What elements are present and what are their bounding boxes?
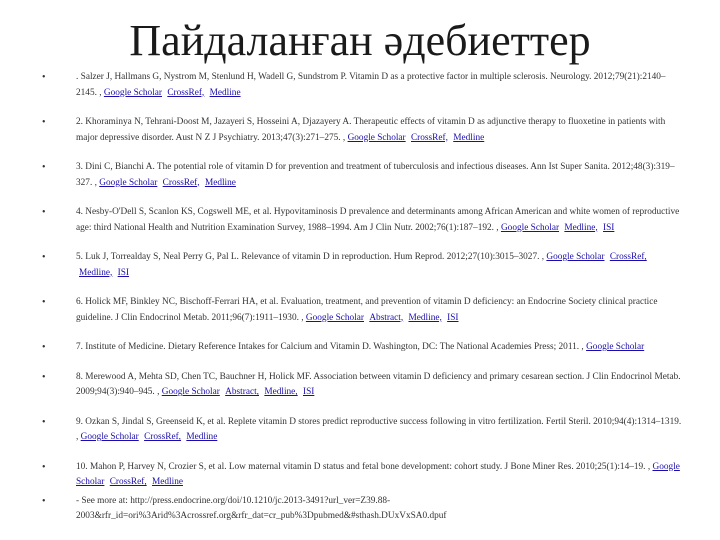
crossref-link[interactable]: CrossRef, (410, 132, 448, 143)
googlescholar-link[interactable]: Google Scholar (103, 87, 162, 98)
medline-link[interactable]: Medline (186, 432, 218, 442)
crossref-link[interactable]: CrossRef, (162, 177, 200, 188)
reference-item (42, 494, 682, 525)
googlescholar-link[interactable]: Google Scholar (76, 461, 680, 487)
abstract-link[interactable]: Abstract, (369, 312, 404, 323)
crossref-link[interactable]: CrossRef, (109, 477, 147, 487)
reference-list (42, 70, 682, 525)
reference-item (42, 295, 682, 326)
reference-item (42, 370, 682, 401)
googlescholar-link[interactable]: Google Scholar (586, 342, 645, 352)
googlescholar-link[interactable]: Google Scholar (99, 177, 158, 188)
isi-link[interactable]: ISI (302, 387, 315, 397)
googlescholar-link[interactable]: Google Scholar (500, 222, 560, 233)
medline-link[interactable]: Medline (453, 132, 485, 143)
reference-text: - See more at: http://press.endocrine.org/doi/10.1210/jc.2013-3491?url_ver=Z39.88-2003&rfr_id=ori%3Arid%3Acrossref.org&rfr_dat=cr_pub%3Dpubmed&#sthash.DUxVxSA0.dpuf (76, 495, 447, 521)
isi-link[interactable]: ISI (603, 222, 615, 233)
reference-text: 10. Mahon P, Harvey N, Crozier S, et al. Low maternal vitamin D status and fetal bone development: cohort study. J Bone Miner Res. 2010;25(1):14–19. , (76, 461, 651, 472)
reference-item (42, 460, 682, 491)
reference-text: 6. Holick MF, Binkley NC, Bischoff-Ferrari HA, et al. Evaluation, treatment, and prevention of vitamin D deficiency: an Endocrine Society clinical practice guideline. J Clin Endocrinol Metab. 2011;96(7):1911–1930. , (76, 297, 658, 323)
reference-item (42, 340, 682, 356)
reference-item (42, 70, 682, 101)
reference-item (42, 205, 682, 236)
medline-link[interactable]: Medline, (79, 267, 113, 278)
reference-item (42, 115, 682, 146)
medline-link[interactable]: Medline, (564, 222, 598, 233)
reference-text: 8. Merewood A, Mehta SD, Chen TC, Bauchner H, Holick MF. Association between vitamin D deficiency and primary cesarean section. J Clin Endocrinol Metab. 2009;94(3):940–945. , (76, 371, 681, 397)
isi-link[interactable]: ISI (117, 267, 130, 278)
crossref-link[interactable]: CrossRef, (144, 432, 182, 442)
medline-link[interactable]: Medline (152, 477, 183, 487)
reference-text: . Salzer J, Hallmans G, Nystrom M, Stenlund H, Wadell G, Sundstrom P. Vitamin D as a protective factor in multiple sclerosis. Neurology. 2012;79(21):2140–2145. , (76, 72, 666, 98)
medline-link[interactable]: Medline, (264, 387, 298, 397)
googlescholar-link[interactable]: Google Scholar (80, 432, 139, 442)
googlescholar-link[interactable]: Google Scholar (546, 252, 605, 262)
reference-item (42, 160, 682, 191)
reference-item (42, 415, 682, 446)
medline-link[interactable]: Medline (209, 87, 241, 98)
crossref-link[interactable]: CrossRef, (609, 252, 647, 262)
isi-link[interactable]: ISI (447, 312, 459, 323)
googlescholar-link[interactable]: Google Scholar (305, 312, 364, 323)
slide-title: Пайдаланған әдебиеттер (129, 16, 591, 65)
medline-link[interactable]: Medline (204, 177, 236, 188)
reference-text: 9. Ozkan S, Jindal S, Greenseid K, et al. Replete vitamin D stores predict reproductive success following in vitro fertilization. Fertil Steril. 2010;94(4):1314–1319. , (76, 416, 682, 442)
reference-text: 3. Dini C, Bianchi A. The potential role of vitamin D for prevention and treatment of tuberculosis and infectious diseases. Ann Ist Super Sanita. 2012;48(3):319–327. , (76, 162, 675, 188)
reference-item (42, 250, 682, 281)
crossref-link[interactable]: CrossRef, (167, 87, 205, 98)
reference-text: 2. Khoraminya N, Tehrani-Doost M, Jazayeri S, Hosseini A, Djazayery A. Therapeutic effects of vitamin D as adjunctive therapy to fluoxetine in patients with major depressive disorder. Aust N Z J Psychiatry. 2013;47(3):271–275. , (76, 117, 666, 143)
reference-text: 7. Institute of Medicine. Dietary Reference Intakes for Calcium and Vitamin D. Washington, DC: The National Academies Press; 2011. , (76, 342, 584, 352)
reference-text: 4. Nesby-O'Dell S, Scanlon KS, Cogswell ME, et al. Hypovitaminosis D prevalence and determinants among African American and white women of reproductive age: third National Health and Nutrition Examination Survey, 1988–1994. Am J Clin Nutr. 2002;76(1):187–192. , (76, 207, 680, 233)
reference-text: 5. Luk J, Torrealday S, Neal Perry G, Pal L. Relevance of vitamin D in reproduction. Hum Reprod. 2012;27(10):3015–3027. , (76, 252, 545, 262)
googlescholar-link[interactable]: Google Scholar (161, 387, 220, 397)
abstract-link[interactable]: Abstract, (225, 387, 259, 397)
medline-link[interactable]: Medline, (408, 312, 442, 323)
googlescholar-link[interactable]: Google Scholar (347, 132, 406, 143)
